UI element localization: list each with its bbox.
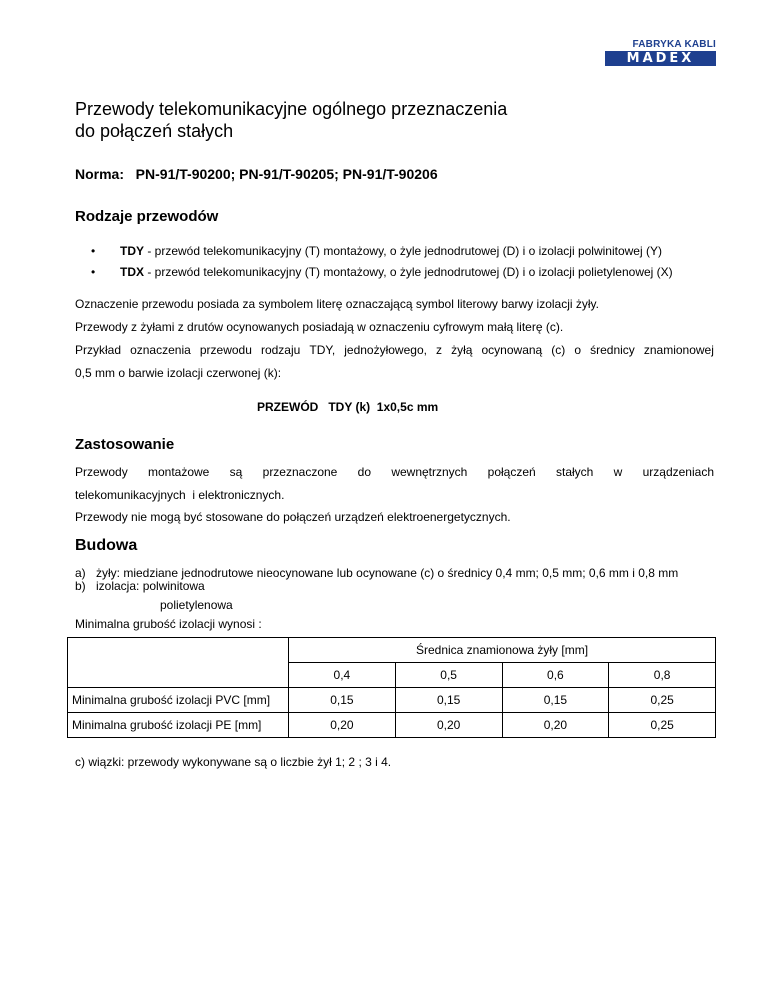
word: rodzaju bbox=[260, 343, 301, 357]
construction-conductors: żyły: miedziane jednodrutowe nieocynowane lub ocynowane (c) o średnicy 0,4 mm; 0,5 mm; 0,6 mm i 0,8 mm bbox=[96, 566, 679, 580]
paragraph-application-line3: Przewody nie mogą być stosowane do połączeń urządzeń elektroenergetycznych. bbox=[75, 510, 511, 524]
table-row bbox=[68, 688, 716, 713]
table-header-row bbox=[68, 638, 716, 663]
word: Przykład bbox=[75, 343, 122, 357]
insulation-thickness-table bbox=[67, 637, 716, 738]
word: są bbox=[229, 465, 243, 479]
type-item-tdx bbox=[120, 265, 673, 279]
word: wewnętrznych bbox=[391, 465, 468, 479]
word: o bbox=[574, 343, 582, 357]
construction-bundles: c) wiązki: przewody wykonywane są o liczbie żył 1; 2 ; 3 i 4. bbox=[75, 755, 392, 769]
table-row bbox=[68, 713, 716, 738]
heading-types: Rodzaje przewodów bbox=[75, 208, 219, 225]
list-label-a: a) bbox=[75, 566, 86, 580]
paragraph-example-line2: 0,5 mm o barwie izolacji czerwonej (k): bbox=[75, 366, 282, 380]
word: z bbox=[436, 343, 443, 357]
word: Przewody bbox=[75, 465, 128, 479]
word: przewodu bbox=[199, 343, 252, 357]
word: przeznaczone bbox=[262, 465, 338, 479]
type-code: TDX bbox=[120, 265, 144, 279]
paragraph-marking: Oznaczenie przewodu posiada za symbolem literę oznaczającą symbol literowy barwy izolacji żyły. bbox=[75, 297, 599, 311]
table-cell: 0,15 bbox=[289, 688, 396, 713]
word: ocynowaną bbox=[481, 343, 543, 357]
word: (c) bbox=[551, 343, 566, 357]
table-cell: 0,25 bbox=[609, 713, 716, 738]
list-label-b: b) bbox=[75, 579, 86, 593]
word: urządzeniach bbox=[642, 465, 714, 479]
paragraph-application-line1 bbox=[75, 465, 714, 479]
page-title-line2: do połączeń stałych bbox=[75, 121, 234, 141]
construction-insulation: izolacja: polwinitowa bbox=[96, 579, 205, 593]
paragraph-application-line2: telekomunikacyjnych i elektronicznych. bbox=[75, 488, 285, 502]
table-cell: 0,15 bbox=[395, 688, 502, 713]
table-cell: 0,25 bbox=[609, 688, 716, 713]
paragraph-example-line1 bbox=[75, 343, 714, 357]
company-logo bbox=[602, 40, 716, 66]
word: znamionowej bbox=[643, 343, 714, 357]
type-item-tdy bbox=[120, 244, 662, 258]
table-cell: 0,20 bbox=[502, 713, 609, 738]
word: do bbox=[357, 465, 372, 479]
table-corner-cell bbox=[68, 638, 289, 688]
construction-insulation-alt: polietylenowa bbox=[160, 598, 233, 612]
type-desc: - przewód telekomunikacyjny (T) montażowy, o żyle jednodrutowej (D) i o izolacji polietylenowej (X) bbox=[144, 265, 673, 279]
word: montażowe bbox=[147, 465, 210, 479]
type-desc: - przewód telekomunikacyjny (T) montażowy, o żyle jednodrutowej (D) i o izolacji polwinitowej (Y) bbox=[144, 244, 662, 258]
word: średnicy bbox=[590, 343, 635, 357]
logo-wordmark: MADEX bbox=[605, 51, 716, 66]
logo-top-text: FABRYKA KABLI bbox=[632, 39, 716, 50]
table-row-label: Minimalna grubość izolacji PE [mm] bbox=[68, 713, 289, 738]
bullet-icon: • bbox=[91, 244, 96, 258]
table-cell: 0,20 bbox=[289, 713, 396, 738]
table-cell: 0,4 bbox=[289, 663, 396, 688]
table-cell: 0,8 bbox=[609, 663, 716, 688]
bullet-icon: • bbox=[91, 265, 96, 279]
table-cell: 0,20 bbox=[395, 713, 502, 738]
word: żyłą bbox=[451, 343, 473, 357]
word: stałych bbox=[555, 465, 594, 479]
table-cell: 0,6 bbox=[502, 663, 609, 688]
example-designation: PRZEWÓD TDY (k) 1x0,5c mm bbox=[257, 400, 439, 414]
standard-norms: Norma: PN-91/T-90200; PN-91/T-90205; PN-91/T-90206 bbox=[75, 166, 438, 182]
heading-construction: Budowa bbox=[75, 537, 138, 554]
table-row-label: Minimalna grubość izolacji PVC [mm] bbox=[68, 688, 289, 713]
word: w bbox=[613, 465, 623, 479]
word: połączeń bbox=[487, 465, 536, 479]
paragraph-tinned: Przewody z żyłami z drutów ocynowanych posiadają w oznaczeniu cyfrowym małą literę (c). bbox=[75, 320, 564, 334]
table-cell: 0,5 bbox=[395, 663, 502, 688]
table-cell: 0,15 bbox=[502, 688, 609, 713]
word: oznaczenia bbox=[130, 343, 191, 357]
page-title-line1: Przewody telekomunikacyjne ogólnego przeznaczenia bbox=[75, 99, 508, 119]
word: TDY, bbox=[309, 343, 336, 357]
heading-application: Zastosowanie bbox=[75, 436, 175, 453]
table-group-header: Średnica znamionowa żyły [mm] bbox=[289, 638, 716, 663]
word: jednożyłowego, bbox=[344, 343, 427, 357]
type-code: TDY bbox=[120, 244, 144, 258]
min-thickness-label: Minimalna grubość izolacji wynosi : bbox=[75, 617, 262, 631]
